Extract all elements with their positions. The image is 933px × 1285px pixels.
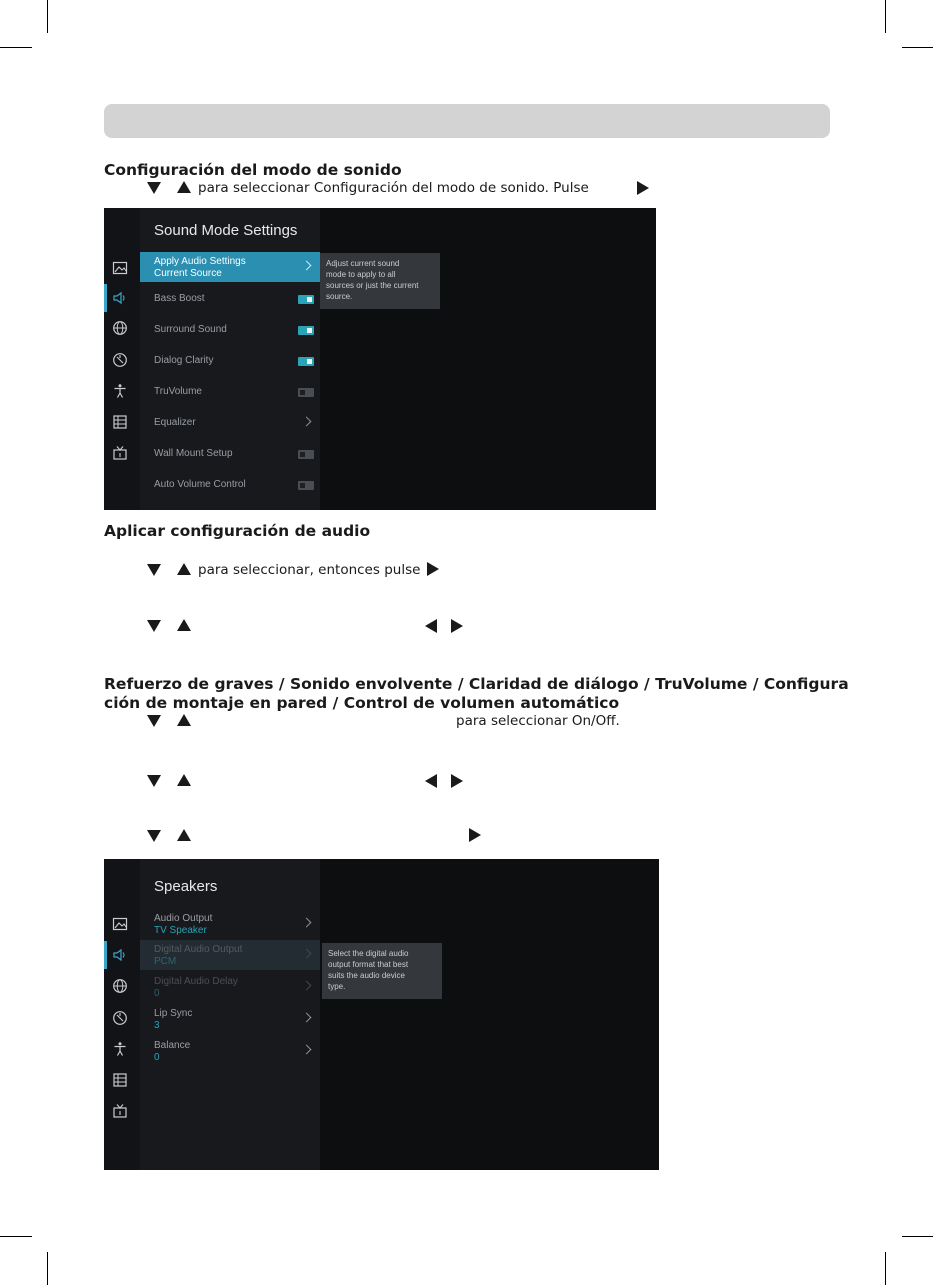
help-tooltip: Adjust current sound mode to apply to all sources or just the current source. [320, 253, 440, 309]
menu-item-lip-sync[interactable] [140, 1004, 320, 1034]
arrow-right-icon [469, 828, 481, 842]
toggle-checkbox[interactable] [298, 357, 314, 366]
menu-item-label: Apply Audio Settings [154, 256, 246, 267]
toggle-checkbox[interactable] [298, 326, 314, 335]
menu-item-bass-boost[interactable] [140, 284, 320, 314]
arrow-up-icon [177, 714, 191, 726]
menu-title: Sound Mode Settings [154, 222, 298, 239]
arrow-down-icon [147, 564, 161, 576]
help-tooltip: Select the digital audio output format that best suits the audio device type. [322, 943, 442, 999]
section-heading-sound-toggles-line2: ción de montaje en pared / Control de volumen automático [104, 694, 620, 712]
menu-title: Speakers [154, 878, 218, 895]
apps-icon [112, 1072, 128, 1088]
menu-item-truvolume[interactable] [140, 377, 320, 407]
chevron-right-icon [302, 949, 312, 959]
instruction-text: para seleccionar On/Off. [456, 713, 620, 729]
accessibility-icon [112, 383, 128, 399]
general-icon [112, 1010, 128, 1026]
arrow-up-icon [177, 619, 191, 631]
instruction-text: para seleccionar Configuración del modo de sonido. Pulse [198, 180, 589, 196]
chevron-right-icon [302, 1045, 312, 1055]
picture-icon [112, 916, 128, 932]
crop-mark [47, 0, 48, 33]
menu-item-label: Digital Audio Delay [154, 976, 238, 987]
arrow-down-icon [147, 775, 161, 787]
toggle-checkbox[interactable] [298, 295, 314, 304]
toggle-checkbox[interactable] [298, 388, 314, 397]
menu-item-label: Digital Audio Output [154, 944, 243, 955]
menu-item-label: Balance [154, 1040, 191, 1051]
menu-item-label: TruVolume [154, 386, 202, 397]
arrow-down-icon [147, 715, 161, 727]
menu-item-label: Equalizer [154, 417, 196, 428]
chevron-right-icon [302, 918, 312, 928]
menu-item-value: 3 [154, 1020, 160, 1031]
sound-icon [112, 947, 128, 963]
crop-mark [47, 1252, 48, 1285]
toggle-checkbox[interactable] [298, 450, 314, 459]
menu-item-value: TV Speaker [154, 925, 207, 936]
crop-mark [885, 0, 886, 33]
menu-item-value: 0 [154, 988, 160, 999]
section-heading-sound-mode: Configuración del modo de sonido [104, 161, 402, 179]
crop-mark [885, 1252, 886, 1285]
instruction-text: para seleccionar, entonces pulse [198, 562, 421, 578]
network-icon [112, 978, 128, 994]
arrow-up-icon [177, 829, 191, 841]
channel-icon [112, 445, 128, 461]
section-heading-apply-audio: Aplicar configuración de audio [104, 522, 371, 540]
arrow-left-icon [425, 774, 437, 788]
chevron-right-icon [302, 1013, 312, 1023]
arrow-down-icon [147, 830, 161, 842]
arrow-down-icon [147, 620, 161, 632]
crop-mark [902, 47, 933, 48]
arrow-up-icon [177, 181, 191, 193]
menu-item-value: 0 [154, 1052, 160, 1063]
arrow-down-icon [147, 182, 161, 194]
menu-item-equalizer[interactable] [140, 408, 320, 438]
arrow-up-icon [177, 563, 191, 575]
rail-selection-marker [104, 941, 107, 969]
menu-item-wall-mount-setup[interactable] [140, 439, 320, 469]
menu-item-value: Current Source [154, 268, 222, 279]
crop-mark [902, 1236, 933, 1237]
speakers-screen [104, 859, 659, 1170]
section-heading-sound-toggles-line1: Refuerzo de graves / Sonido envolvente / Claridad de diálogo / TruVolume / Configura [104, 675, 849, 693]
picture-icon [112, 260, 128, 276]
crop-mark [0, 47, 32, 48]
menu-item-label: Lip Sync [154, 1008, 193, 1019]
arrow-up-icon [177, 774, 191, 786]
arrow-left-icon [425, 619, 437, 633]
menu-item-digital-audio-delay[interactable] [140, 972, 320, 1002]
sound-mode-settings-screen [104, 208, 656, 510]
menu-item-label: Audio Output [154, 913, 213, 924]
menu-item-balance[interactable] [140, 1036, 320, 1066]
chevron-right-icon [302, 981, 312, 991]
menu-item-value: PCM [154, 956, 177, 967]
header-bar [104, 104, 830, 138]
menu-item-digital-audio-output[interactable] [140, 940, 320, 970]
menu-item-label: Bass Boost [154, 293, 205, 304]
general-icon [112, 352, 128, 368]
menu-item-label: Dialog Clarity [154, 355, 214, 366]
accessibility-icon [112, 1041, 128, 1057]
menu-item-audio-output[interactable] [140, 909, 320, 939]
chevron-right-icon [302, 261, 312, 271]
network-icon [112, 320, 128, 336]
menu-item-dialog-clarity[interactable] [140, 346, 320, 376]
chevron-right-icon [302, 417, 312, 427]
menu-item-auto-volume-control[interactable] [140, 470, 320, 500]
toggle-checkbox[interactable] [298, 481, 314, 490]
menu-item-label: Wall Mount Setup [154, 448, 233, 459]
arrow-right-icon [451, 619, 463, 633]
crop-mark [0, 1236, 32, 1237]
menu-item-apply-audio-settings[interactable] [140, 252, 320, 282]
menu-item-label: Auto Volume Control [154, 479, 246, 490]
apps-icon [112, 414, 128, 430]
channel-icon [112, 1103, 128, 1119]
arrow-right-icon [637, 181, 649, 195]
rail-selection-marker [104, 284, 107, 312]
arrow-right-icon [451, 774, 463, 788]
arrow-right-icon [427, 562, 439, 576]
sound-icon [112, 290, 128, 306]
menu-item-label: Surround Sound [154, 324, 227, 335]
menu-item-surround-sound[interactable] [140, 315, 320, 345]
